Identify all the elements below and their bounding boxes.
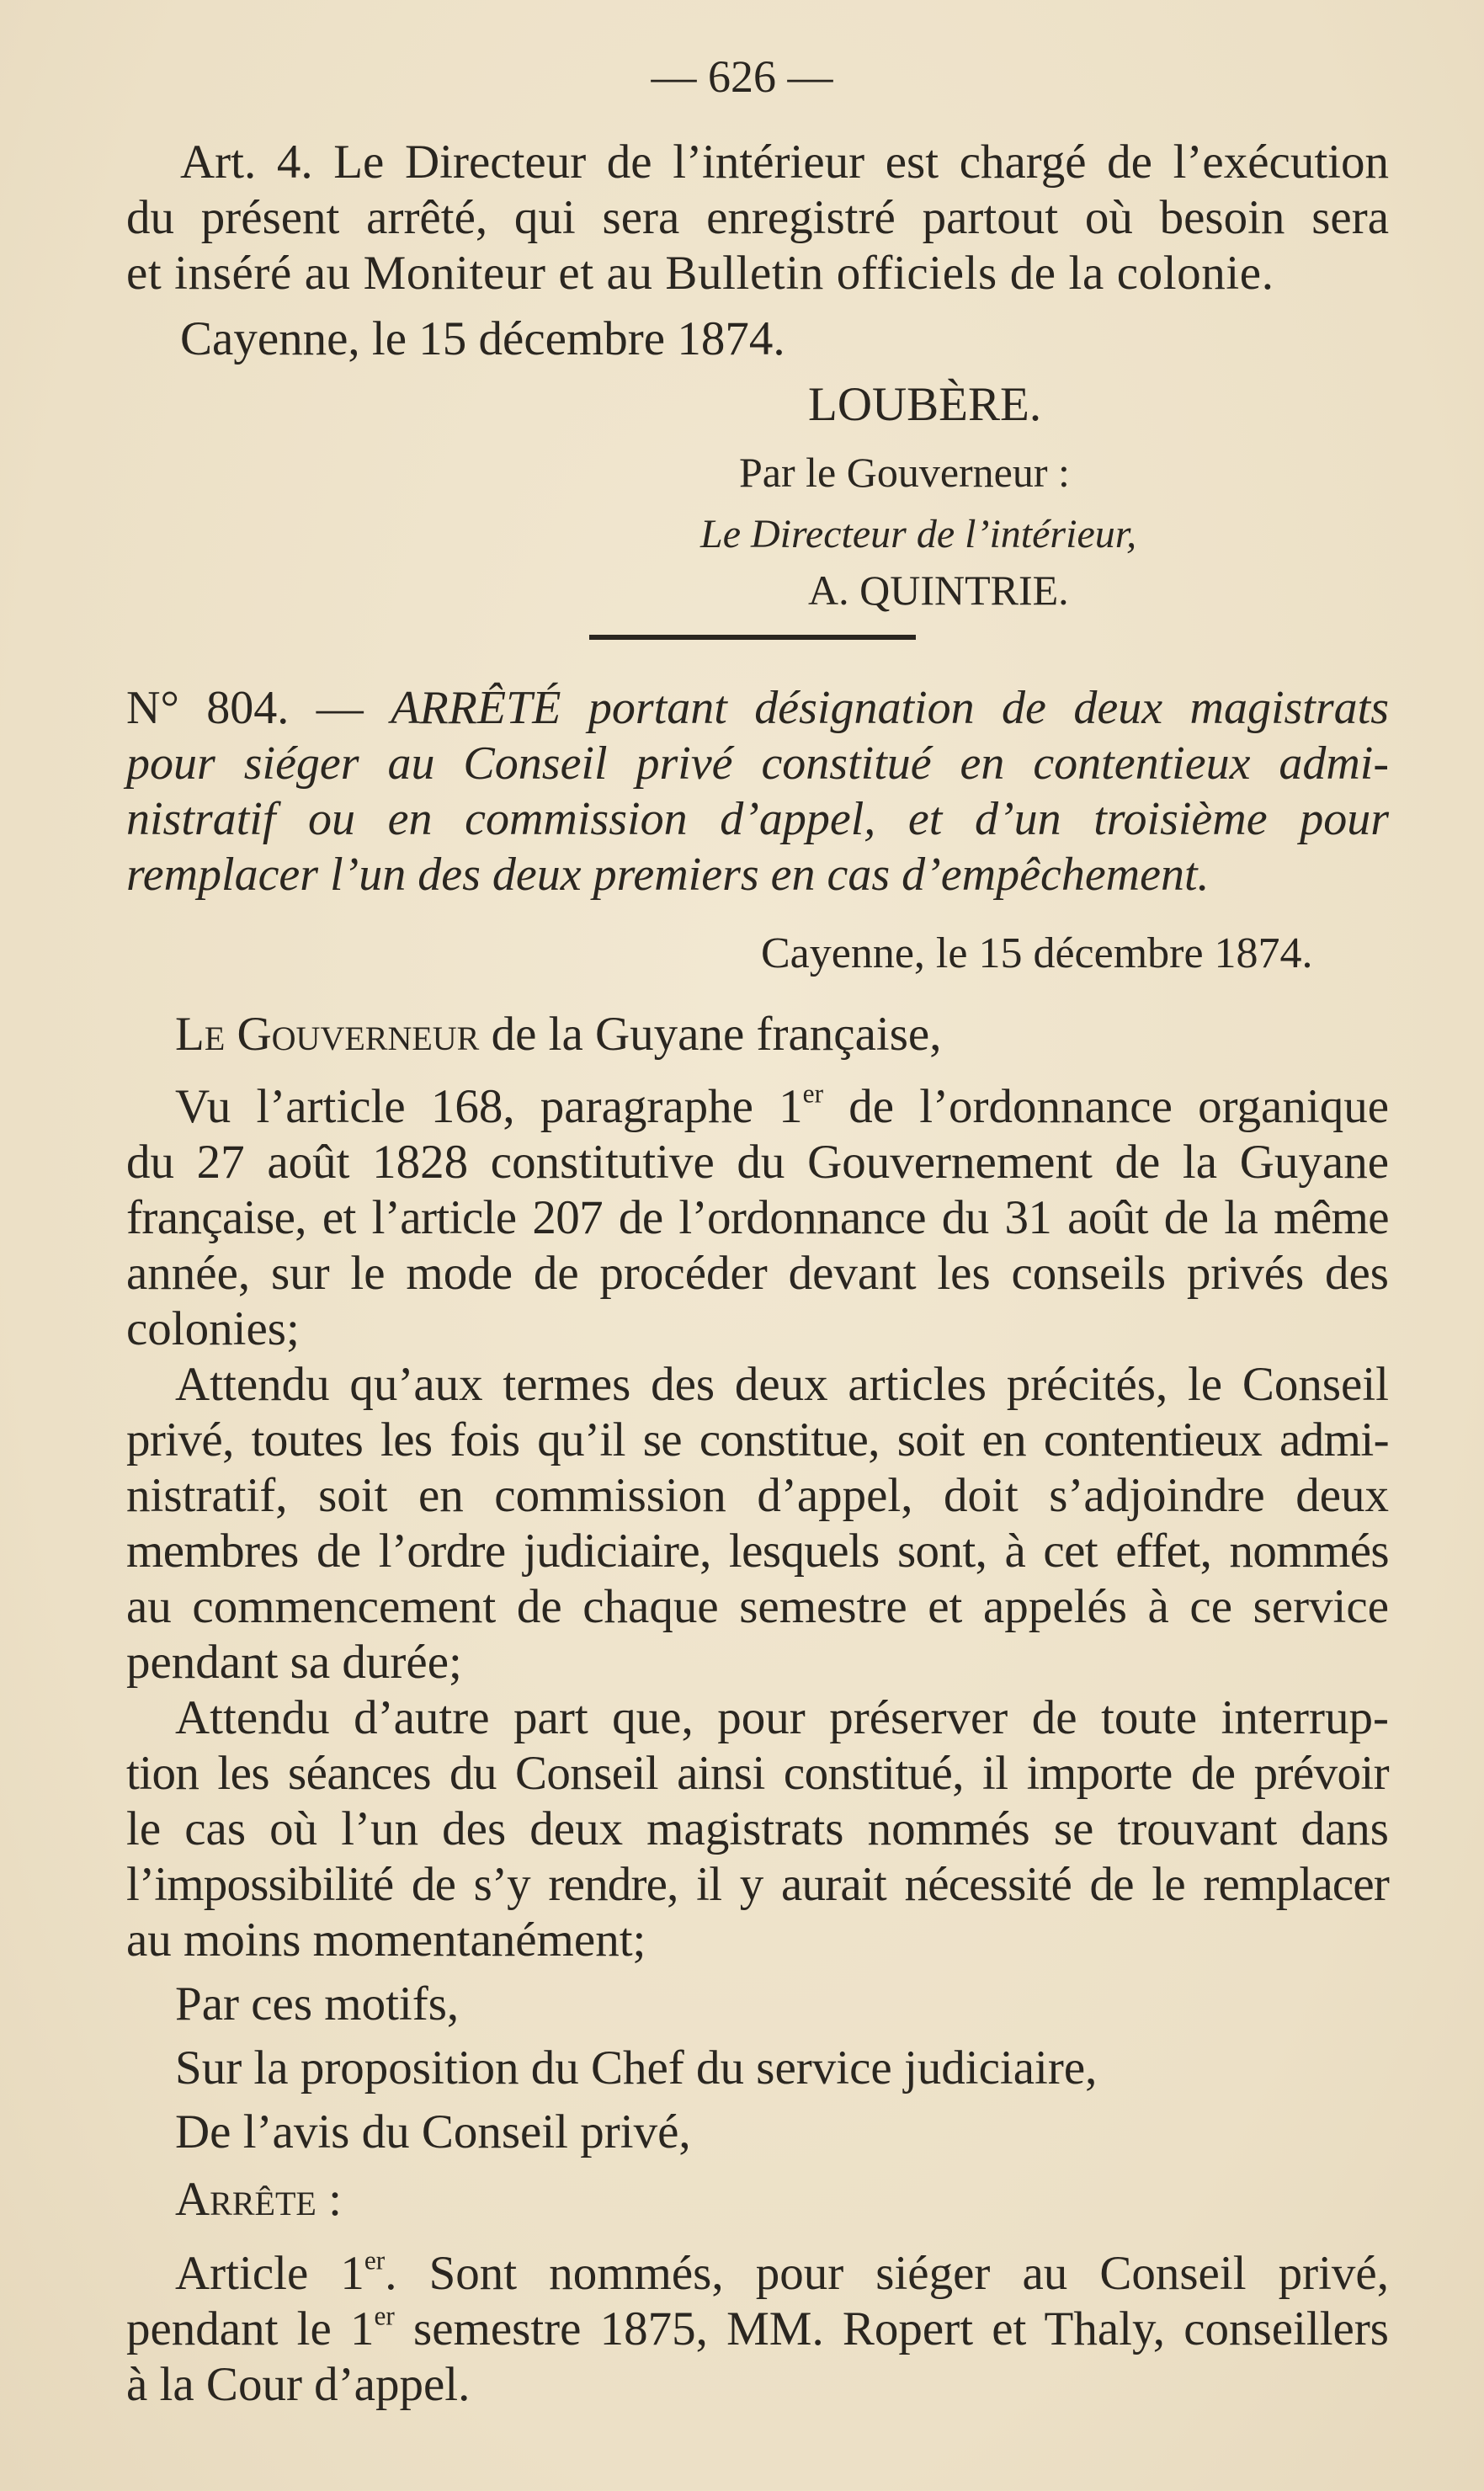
governor-line bbox=[126, 1007, 1389, 1062]
governor-rest: de la Guyane française, bbox=[479, 1008, 942, 1061]
vu-text-b: de l’ordonnance organique bbox=[823, 1080, 1389, 1133]
vu-line: colonies; bbox=[126, 1302, 300, 1355]
governor-label: Le Gouverneur bbox=[175, 1008, 480, 1061]
article-1-line: à la Cour d’appel. bbox=[126, 2358, 471, 2411]
decree-title-line: nistratif ou en commission d’appel, et d’un troisième pour bbox=[126, 793, 1389, 845]
attendu-line: Attendu qu’aux termes des deux articles précités, le Conseil bbox=[175, 1358, 1389, 1411]
vu-line: du 27 août 1828 constitutive du Gouvernement de la Guyane bbox=[126, 1136, 1389, 1189]
section-divider bbox=[589, 635, 916, 640]
vu-text-a: Vu l’article 168, paragraphe 1 bbox=[175, 1080, 803, 1133]
article-1-c: pendant le 1 bbox=[126, 2302, 375, 2355]
avis-line: De l’avis du Conseil privé, bbox=[175, 2105, 691, 2158]
decree-date: Cayenne, le 15 décembre 1874. bbox=[761, 929, 1313, 977]
motifs-line: Par ces motifs, bbox=[175, 1977, 460, 2031]
text-line: du présent arrêté, qui sera enregistré partout où besoin sera bbox=[126, 191, 1389, 244]
article-4-block bbox=[126, 135, 1389, 367]
attendu-line: le cas où l’un des deux magistrats nommés se trouvant dans bbox=[126, 1802, 1389, 1855]
director-title: Le Directeur de l’intérieur, bbox=[700, 512, 1137, 556]
article-1-d: semestre 1875, MM. Ropert et Thaly, conseillers bbox=[394, 2302, 1389, 2355]
decree-title-line bbox=[126, 680, 1389, 736]
page-number: — 626 — bbox=[651, 51, 833, 102]
arrete-heading: Arrête : bbox=[175, 2173, 342, 2226]
article-1-a: Article 1 bbox=[175, 2247, 364, 2300]
article-1-sup: er bbox=[374, 2301, 395, 2331]
decree-title-line: remplacer l’un des deux premiers en cas d’empêchement. bbox=[126, 849, 1210, 901]
proposition-line: Sur la proposition du Chef du service judiciaire, bbox=[175, 2041, 1098, 2094]
attendu-line: pendant sa durée; bbox=[126, 1636, 462, 1689]
attendu-line: au commencement de chaque semestre et appelés à ce service bbox=[126, 1580, 1389, 1633]
attendu-line: privé, toutes les fois qu’il se constitue, soit en contentieux admi- bbox=[126, 1413, 1389, 1466]
attendu-line: membres de l’ordre judiciaire, lesquels sont, à cet effet, nommés bbox=[126, 1525, 1389, 1578]
article-1-sup: er bbox=[364, 2245, 386, 2275]
decree-title: ARRÊTÉ portant désignation de deux magistrats bbox=[391, 682, 1390, 734]
signature-date: Cayenne, le 15 décembre 1874. bbox=[180, 312, 785, 365]
article-1-b: . Sont nommés, pour siéger au Conseil privé, bbox=[385, 2247, 1389, 2300]
attendu-line: Attendu d’autre part que, pour préserver de toute interrup- bbox=[175, 1691, 1389, 1744]
vu-sup: er bbox=[802, 1078, 824, 1109]
attendu-line: nistratif, soit en commission d’appel, doit s’adjoindre deux bbox=[126, 1469, 1389, 1522]
decree-title-block bbox=[126, 680, 1389, 902]
text-line: et inséré au Moniteur et au Bulletin officiels de la colonie. bbox=[126, 247, 1274, 300]
by-governor-line: Par le Gouverneur : bbox=[739, 449, 1070, 496]
attendu-line: l’impossibilité de s’y rendre, il y aurait nécessité de le remplacer bbox=[126, 1858, 1389, 1911]
attendu-line: tion les séances du Conseil ainsi constitué, il importe de prévoir bbox=[126, 1747, 1389, 1800]
vu-line: année, sur le mode de procéder devant les conseils privés des bbox=[126, 1247, 1389, 1300]
article-1-line bbox=[126, 2246, 1389, 2302]
director-name: A. QUINTRIE. bbox=[808, 567, 1069, 614]
decree-number: N° 804. — bbox=[126, 682, 364, 734]
vu-line: française, et l’article 207 de l’ordonnance du 31 août de la même bbox=[126, 1191, 1389, 1244]
decree-body bbox=[126, 1007, 1389, 2413]
vu-line bbox=[126, 1079, 1389, 1135]
signer-name: LOUBÈRE. bbox=[808, 378, 1042, 431]
attendu-line: au moins momentanément; bbox=[126, 1913, 646, 1967]
article-1-line bbox=[126, 2302, 1389, 2357]
decree-title-line: pour siéger au Conseil privé constitué en contentieux admi- bbox=[126, 737, 1389, 790]
text-line: Art. 4. Le Directeur de l’intérieur est chargé de l’exécution bbox=[180, 136, 1389, 189]
